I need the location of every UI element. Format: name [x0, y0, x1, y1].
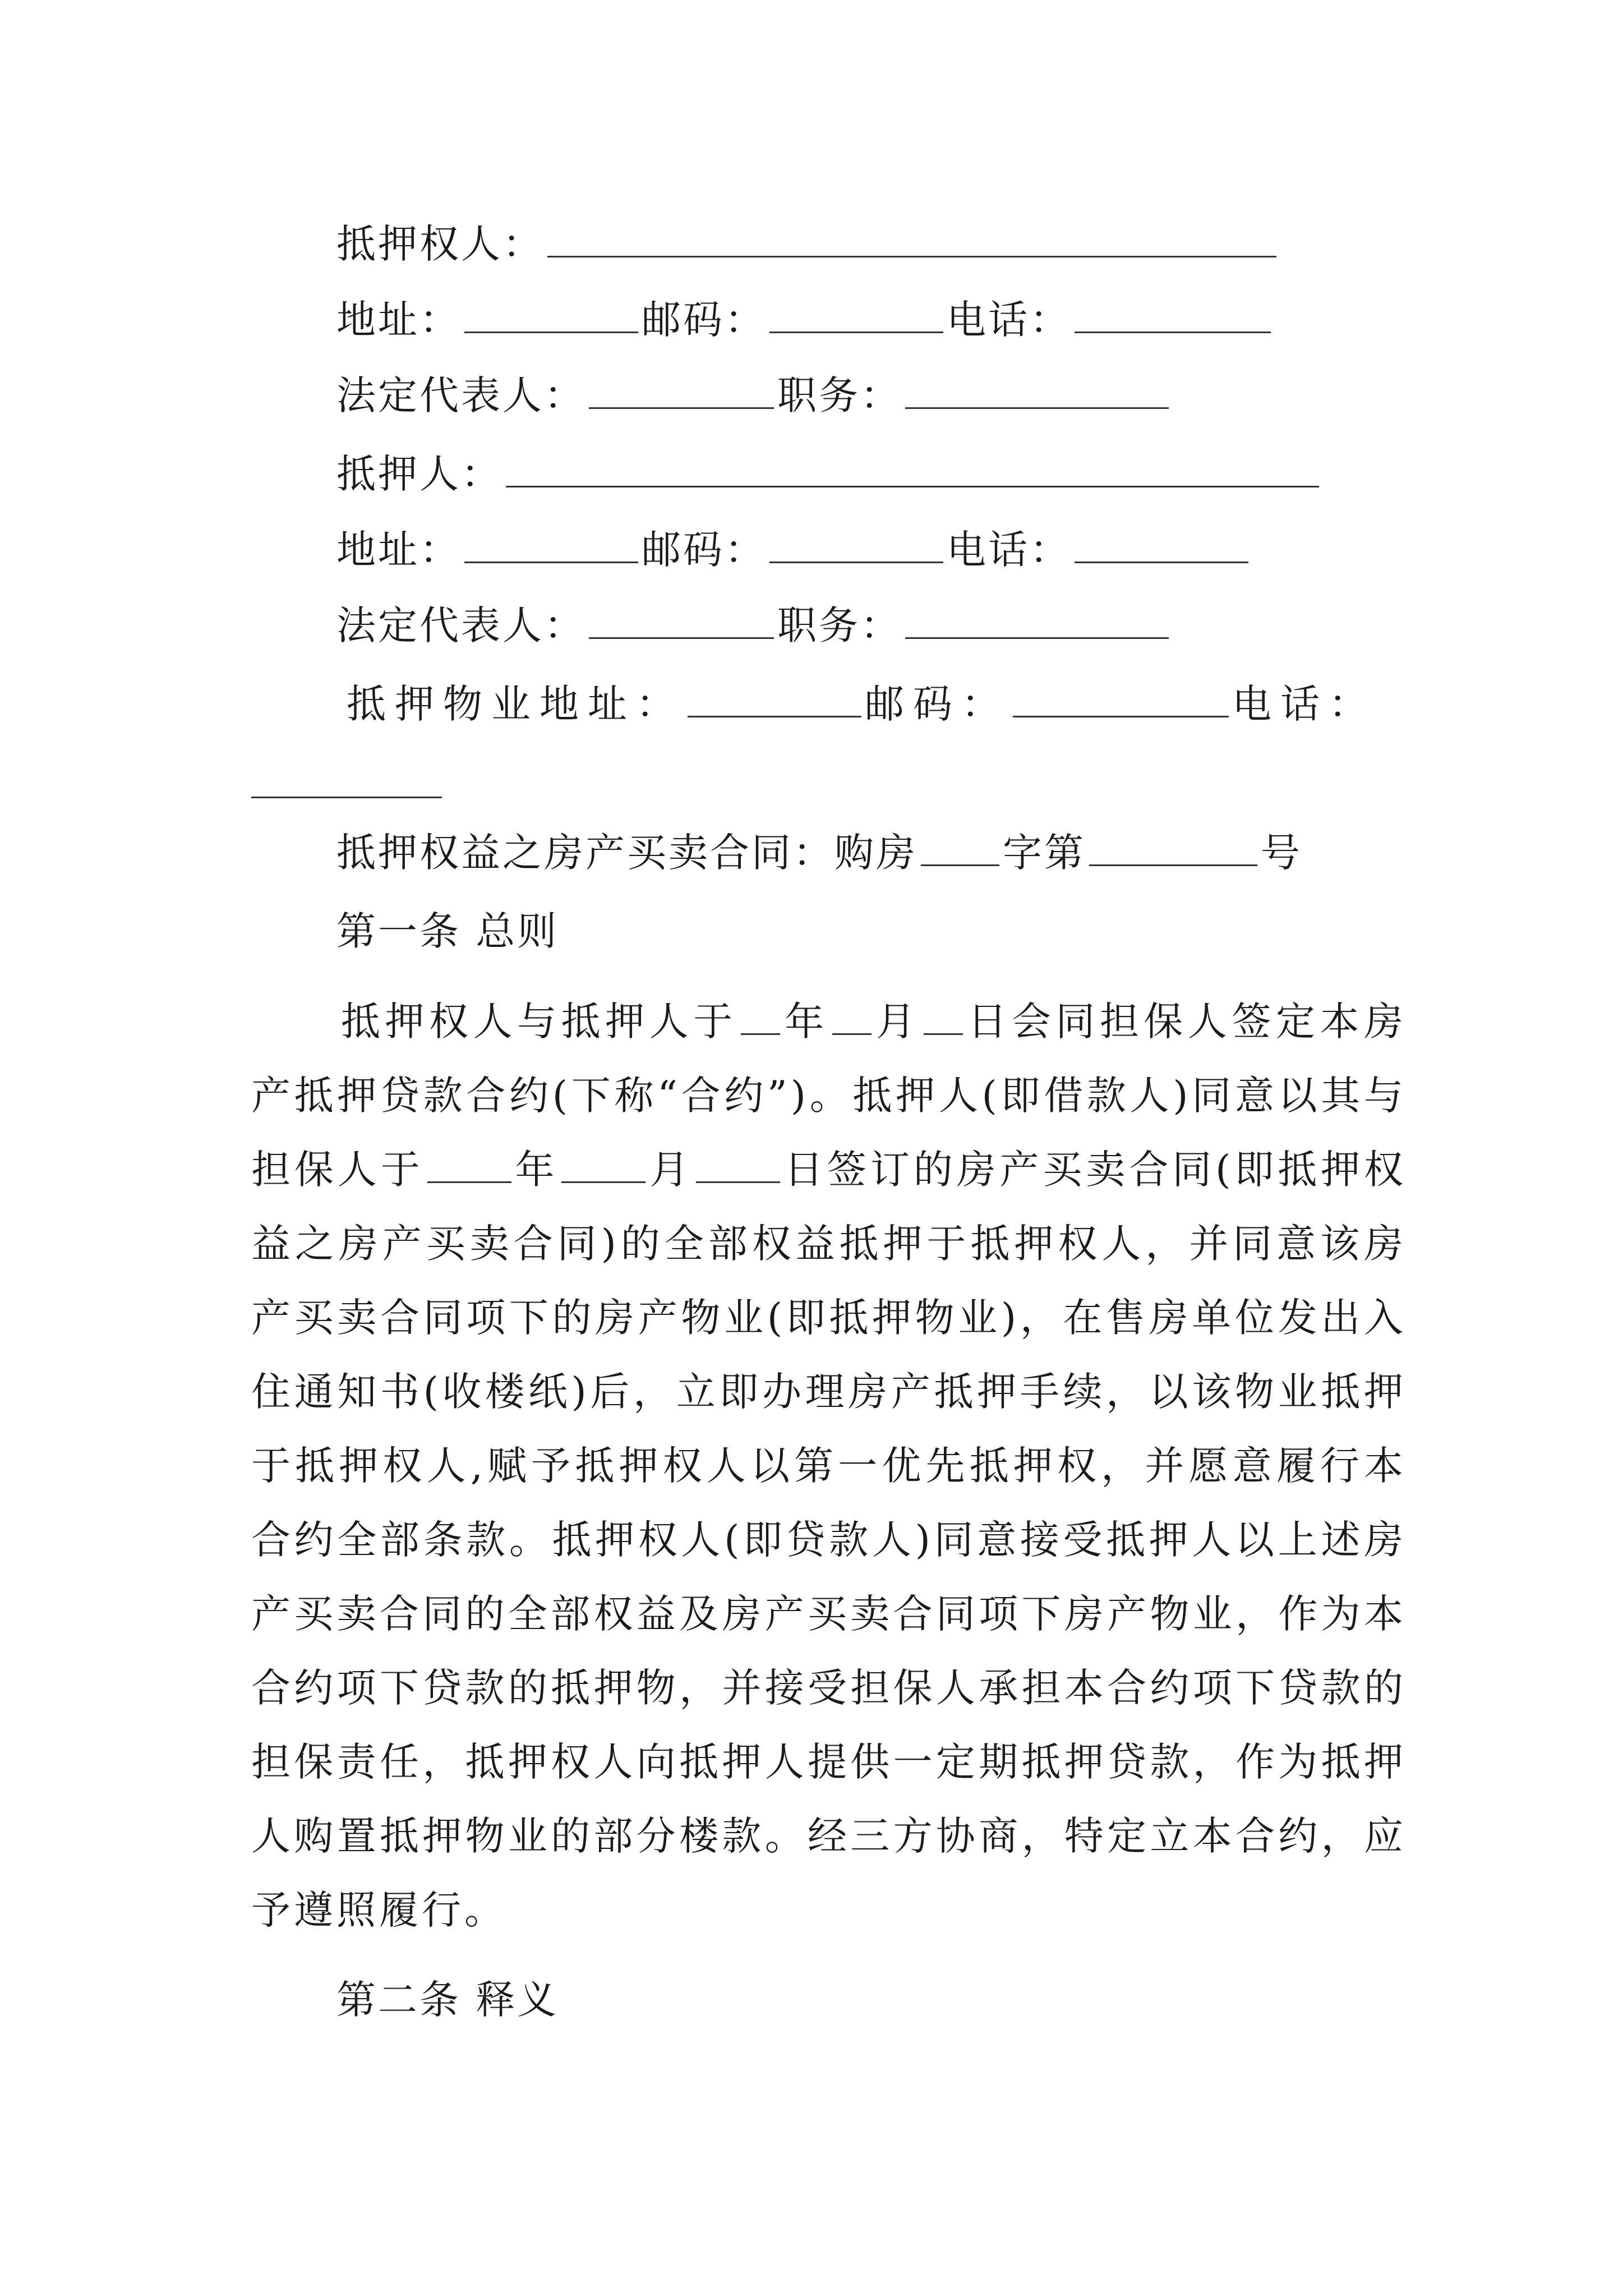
property-address-label: 抵押物业地址： — [347, 681, 684, 727]
property-postcode-field[interactable] — [1013, 683, 1229, 717]
purchase-day-field[interactable] — [696, 1149, 780, 1183]
mortgagor-legal-rep-field[interactable] — [589, 605, 774, 639]
mortgagee-position-field[interactable] — [905, 375, 1169, 409]
mortgagor-postcode-field[interactable] — [769, 529, 943, 563]
mortgagee-postcode-field[interactable] — [769, 299, 943, 333]
mortgagee-contact-line — [336, 297, 1274, 342]
contract-ref-mid: 字第 — [1003, 830, 1086, 876]
article1-month-2: 月 — [649, 1147, 693, 1193]
article1-year-2: 年 — [514, 1147, 559, 1193]
mortgagor-legal-rep-label: 法定代表人： — [336, 602, 585, 648]
mortgagee-legal-rep-field[interactable] — [589, 375, 774, 409]
article1-text-c: 日签订的房产买卖合同(即抵押权益之房产买卖合同)的全部权益抵押于抵押权人，并同意该房产买卖合同项下的房产物业(即抵押物业)，在售房单位发出入住通知书(收楼纸)后，立即办理房产抵押手续，以该物业抵押于抵押权人,赋予抵押权人以第一优先抵押权，并愿意履行本合约全部条款。抵押权人(即贷款人)同意接受抵押人以上述房产买卖合同的全部权益及房产买卖合同项下房产物业，作为本合约项下贷款的抵押物，并接受担保人承担本合约项下贷款的担保责任，抵押权人向抵押人提供一定期抵押贷款，作为抵押人购置抵押物业的部分楼款。经三方协商，特定立本合约，应予遵照履行。 — [251, 1147, 1407, 1933]
article1-heading: 第一条 总则 — [336, 908, 559, 954]
article1-year-1: 年 — [783, 999, 829, 1045]
sign-day-field[interactable] — [924, 1001, 963, 1035]
contract-ref-prefix: 抵押权益之房产买卖合同：购房 — [336, 830, 917, 876]
property-line — [347, 682, 1377, 726]
mortgagor-phone-field[interactable] — [1075, 529, 1248, 563]
property-phone-label: 电话： — [1232, 681, 1377, 727]
mortgagee-phone-field[interactable] — [1075, 299, 1271, 333]
mortgagor-position-label: 职务： — [777, 602, 902, 648]
mortgagee-postcode-label: 邮码： — [642, 297, 766, 343]
purchase-year-field[interactable] — [427, 1149, 511, 1183]
mortgagor-line — [336, 452, 1322, 496]
mortgagee-phone-label: 电话： — [947, 297, 1071, 343]
mortgagee-address-field[interactable] — [464, 299, 638, 333]
mortgagee-address-label: 地址： — [336, 297, 461, 343]
mortgagor-postcode-label: 邮码： — [642, 527, 766, 573]
mortgagor-phone-label: 电话： — [947, 527, 1071, 573]
mortgagor-position-field[interactable] — [905, 605, 1169, 639]
purchase-month-field[interactable] — [561, 1149, 645, 1183]
contract-ref-char-field[interactable] — [921, 832, 999, 866]
article1-text-a: 抵押权人与抵押人于 — [341, 999, 737, 1045]
article1-paragraph — [251, 984, 1407, 1947]
contract-ref-line — [336, 830, 1302, 875]
property-postcode-label: 邮码： — [865, 681, 1009, 727]
article1-month-1: 月 — [874, 999, 920, 1045]
mortgagor-field[interactable] — [506, 453, 1319, 487]
mortgagee-field[interactable] — [547, 223, 1276, 257]
sign-month-field[interactable] — [832, 1001, 872, 1035]
article2-heading: 第二条 释义 — [336, 1977, 559, 2023]
mortgagee-position-label: 职务： — [777, 372, 902, 418]
property-address-field[interactable] — [688, 683, 861, 717]
mortgagee-rep-line — [336, 373, 1172, 418]
mortgagee-line — [336, 222, 1280, 266]
mortgagor-address-field[interactable] — [464, 529, 638, 563]
mortgagor-label: 抵押人： — [336, 451, 502, 497]
contract-ref-number-field[interactable] — [1089, 832, 1257, 866]
mortgagor-address-label: 地址： — [336, 527, 461, 573]
property-phone-field[interactable] — [251, 797, 442, 798]
mortgagee-legal-rep-label: 法定代表人： — [336, 372, 585, 418]
article1-text-b: 日会同担保人签定本房产抵押贷款合约(下称“合约”)。抵押人(即借款人)同意以其与担保人于 — [251, 999, 1407, 1193]
mortgagor-rep-line — [336, 603, 1172, 648]
mortgagee-label: 抵押权人： — [336, 221, 544, 267]
mortgagor-contact-line — [336, 527, 1252, 572]
contract-ref-suffix: 号 — [1261, 830, 1302, 876]
sign-year-field[interactable] — [741, 1001, 780, 1035]
